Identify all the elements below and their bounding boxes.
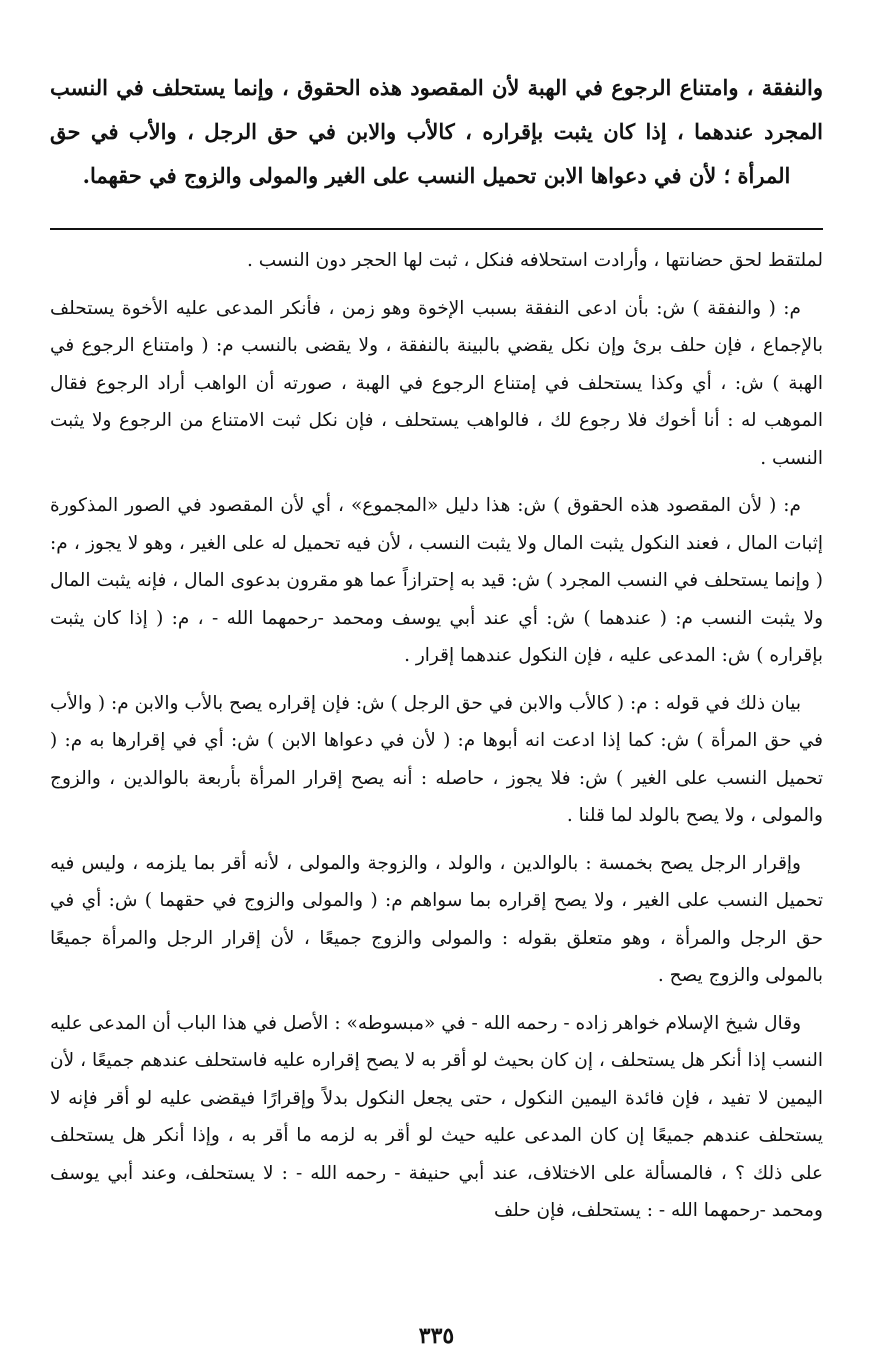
commentary-paragraph: وإقرار الرجل يصح بخمسة : بالوالدين ، والولد ، والزوجة والمولى ، لأنه أقر بما يلزمه ، وليس فيه تحميل النسب على الغير ، ولا يصح إقراره بما سواهم م: ( والمولى والزوج في حقهما ) ش: أي في حق الرجل والمرأة ، وهو متعلق بقوله : والمولى والزوج جميعًا ، لأن إقرار الرجل والمرأة جميعًا بالمولى والزوج يصح . [50, 852, 823, 986]
commentary-block [50, 242, 823, 1230]
main-text: والنفقة ، وامتناع الرجوع في الهبة لأن المقصود هذه الحقوق ، وإنما يستحلف في النسب المجرد عندهما ، إذا كان يثبت بإقراره ، كالأب والابن في حق الرجل ، والأب في حق المرأة ؛ لأن في دعواها الابن تحميل النسب على الغير والمولى والزوج في حقهما. [50, 75, 823, 188]
commentary-paragraph: م: ( لأن المقصود هذه الحقوق ) ش: هذا دليل «المجموع» ، أي لأن المقصود في الصور المذكورة إثبات المال ، فعند النكول يثبت المال ولا يثبت النسب ، لأن فيه تحميل له على الغير ، وهو لا يجوز ، م: ( وإنما يستحلف في النسب المجرد ) ش: قيد به إحترازاً عما هو مقرون بدعوى المال ، فإنه يثبت المال ولا يثبت النسب م: ( عندهما ) ش: أي عند أبي يوسف ومحمد -رحمهما الله - ، م: ( إذا كان يثبت بإقراره ) ش: المدعى عليه ، فإن النكول عندهما إقرار . [50, 495, 823, 666]
page-number: ٣٣٥ [418, 1323, 455, 1349]
commentary-paragraph: بيان ذلك في قوله : م: ( كالأب والابن في حق الرجل ) ش: فإن إقراره يصح بالأب والابن م: ( والأب في حق المرأة ) ش: كما إذا ادعت انه أبوها م: ( لأن في دعواها الابن ) ش: أي في إقرارها به م: ( تحميل النسب على الغير ) ش: فلا يجوز ، حاصله : أنه يصح إقرار المرأة بأربعة بالوالدين ، والزوج والمولى ، ولا يصح بالولد لما قلنا . [50, 692, 823, 826]
commentary-paragraph: م: ( والنفقة ) ش: بأن ادعى النفقة بسبب الإخوة وهو زمن ، فأنكر المدعى عليه الأخوة يستحلف بالإجماع ، فإن حلف برئ وإن نكل يقضي بالبينة بالنفقة ، ولا يقضى بالنسب م: ( وامتناع الرجوع في الهبة ) ش: ، أي وكذا يستحلف في إمتناع الرجوع في الهبة ، صورته أن الواهب أراد الرجوع فقال الموهب له : أنا أخوك فلا رجوع لك ، فالواهب يستحلف ، فإن نكل ثبت الامتناع من الرجوع ولا يثبت النسب . [50, 297, 824, 469]
footnote-divider [50, 228, 823, 230]
commentary-paragraph: وقال شيخ الإسلام خواهر زاده - رحمه الله - في «مبسوطه» : الأصل في هذا الباب أن المدعى عليه النسب إذا أنكر هل يستحلف ، إن كان بحيث لو أقر به لا يصح إقراره عليه فاستحلف عندهم جميعًا ، لأن اليمين لا تفيد ، فإن فائدة اليمين النكول ، حتى يجعل النكول بدلاً وإقرارًا فيقضى عليه لو أقر فإنه لا يستحلف عندهم جميعًا إن كان المدعى عليه حيث لو أقر به لزمه ما أقر به ، وإذا أنكر هل يستحلف على ذلك ؟ ، فالمسألة على الاختلاف، عند أبي حنيفة - رحمه الله - : لا يستحلف، وعند أبي يوسف ومحمد -رحمهما الله - : يستحلف، فإن حلف [50, 1012, 823, 1221]
commentary-paragraph: لملتقط لحق حضانتها ، وأرادت استحلافه فنكل ، ثبت لها الحجر دون النسب . [246, 250, 823, 271]
